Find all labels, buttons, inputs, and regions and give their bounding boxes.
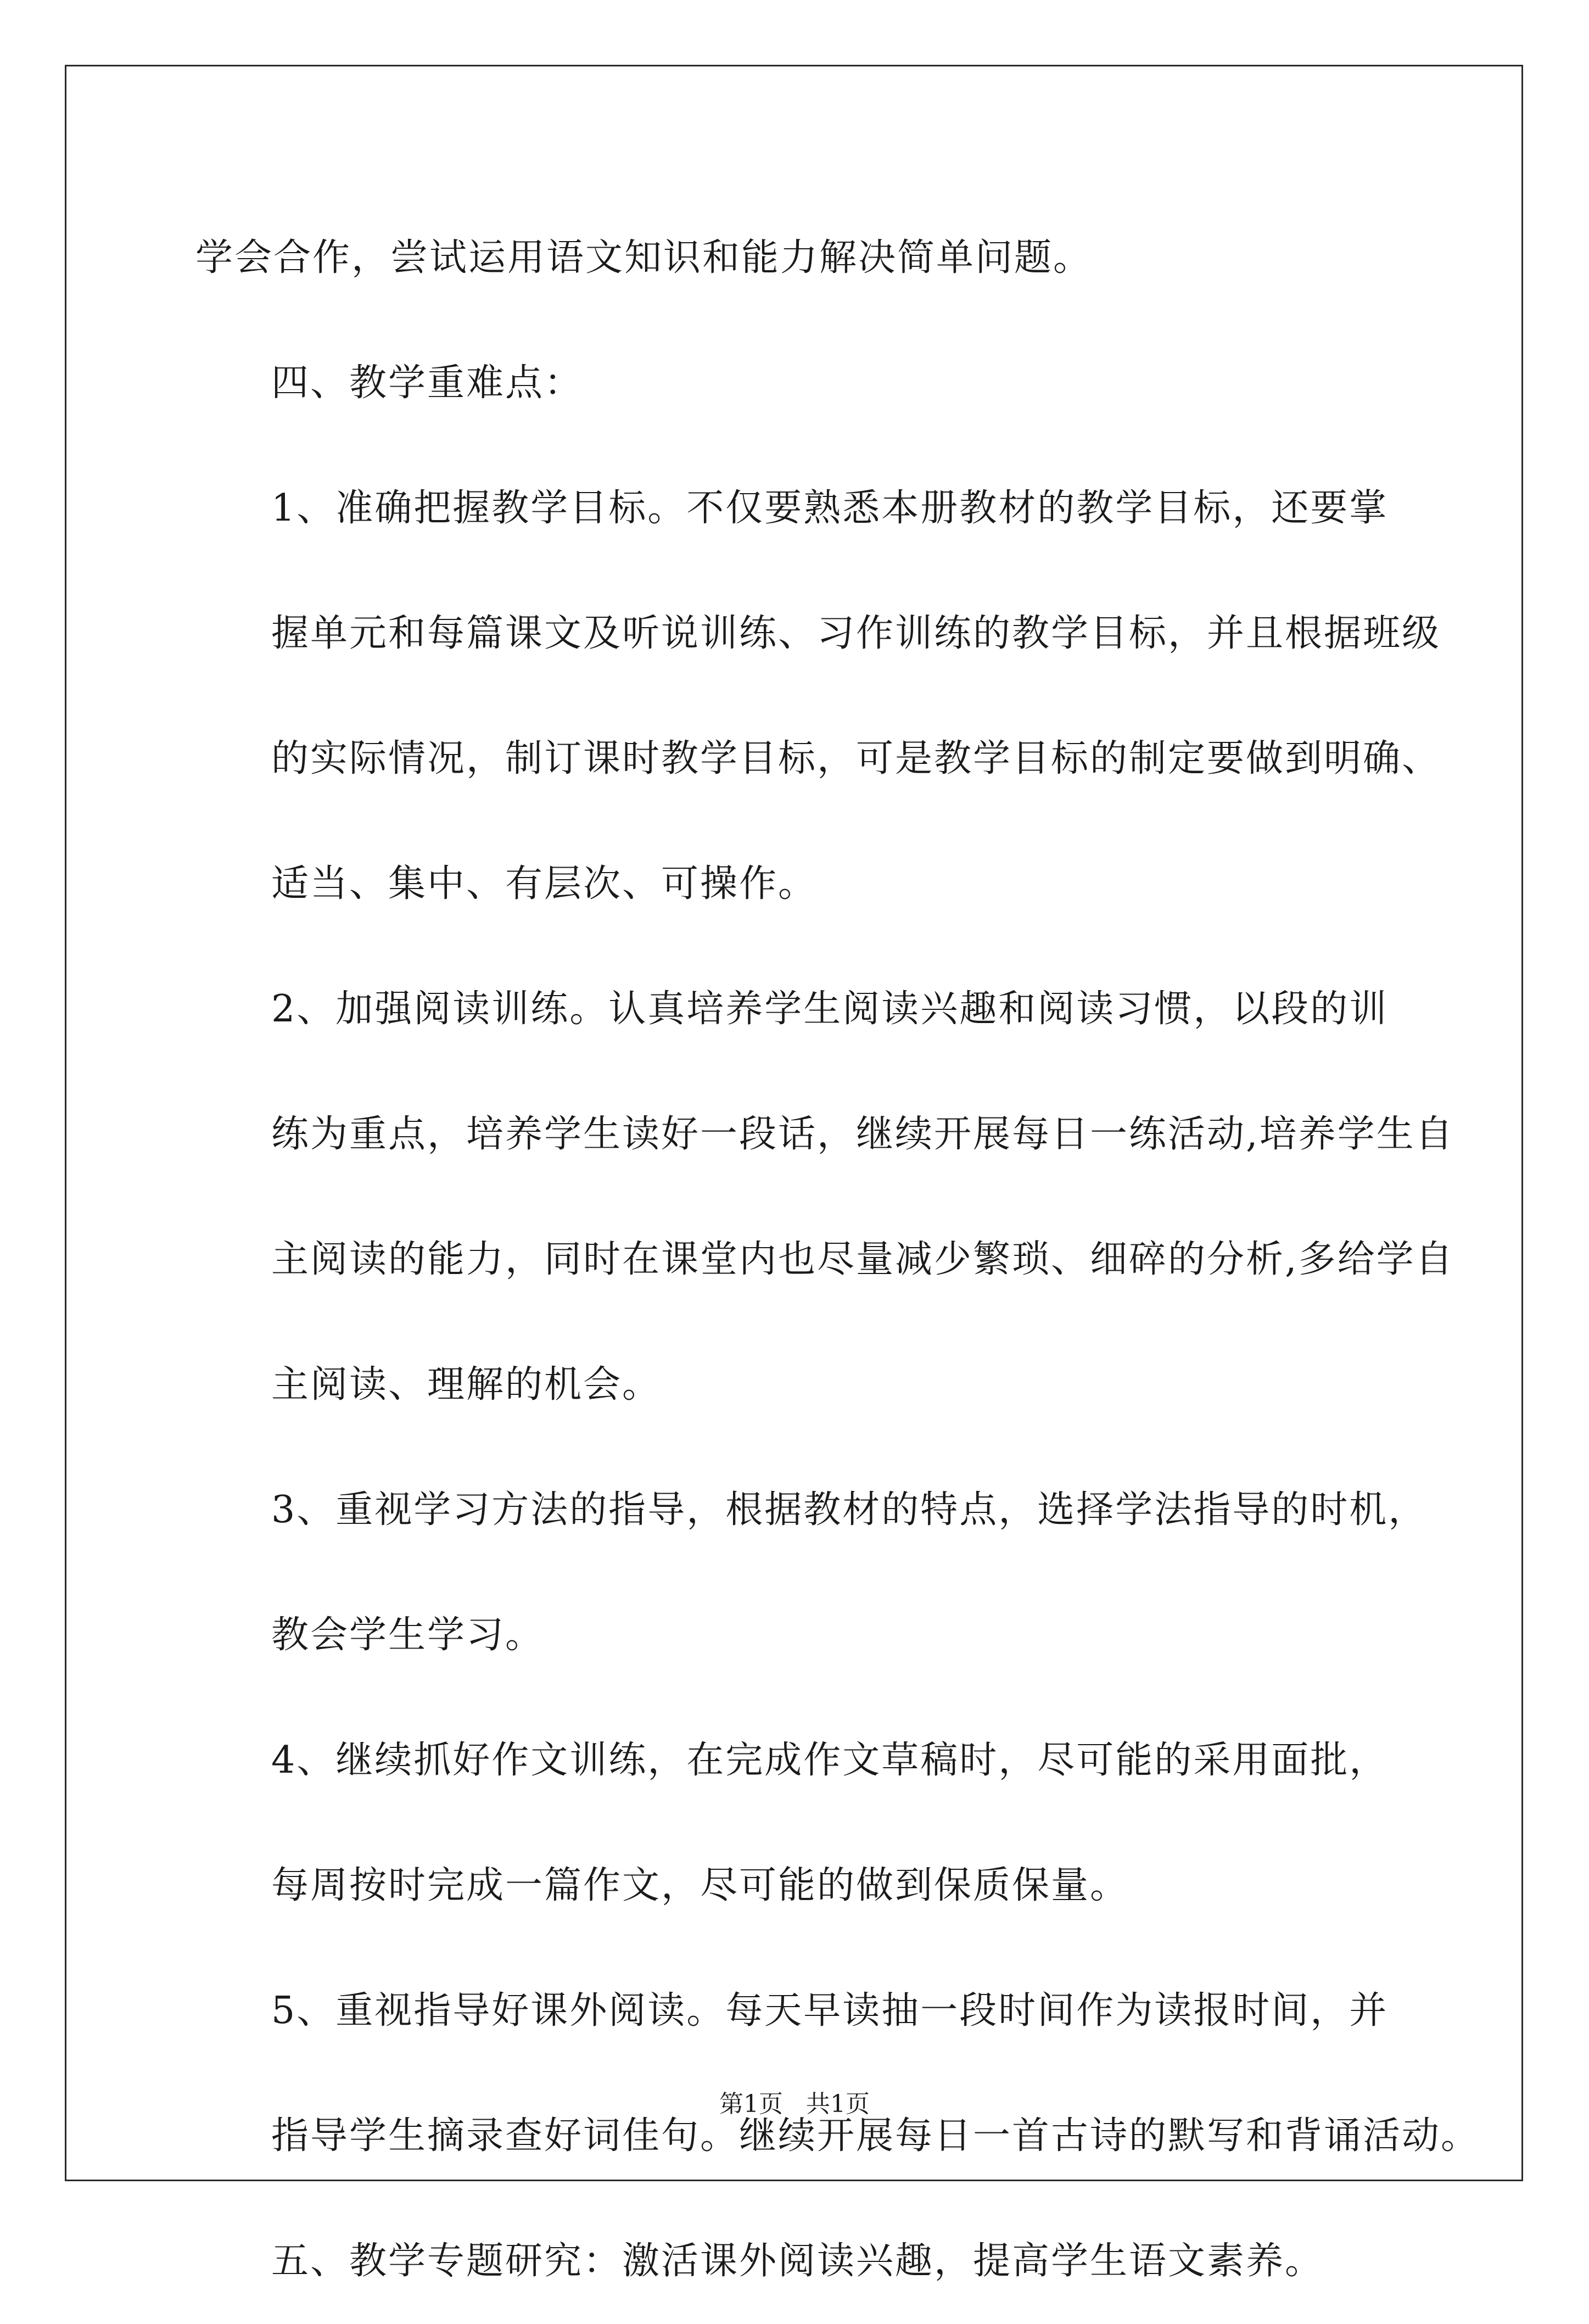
paragraph-item-3 (195, 1448, 1428, 1698)
text-line: 4、继续抓好作文训练，在完成作文草稿时，尽可能的采用面批， (271, 1739, 1389, 1782)
paragraph-item-1 (195, 446, 1441, 947)
text-line: 四、教学重难点： (271, 361, 584, 405)
section-heading-4 (195, 321, 1403, 446)
text-line: 适当、集中、有层次、可操作。 (271, 862, 818, 906)
text-line: 主阅读、理解的机会。 (271, 1363, 662, 1406)
page-number-footer: 第1页 共1页 (719, 2090, 870, 2118)
text-line: 学会合作，尝试运用语文知识和能力解决简单问题。 (195, 236, 1093, 280)
section-heading-5 (195, 2199, 1403, 2324)
text-line: 指导学生摘录查好词佳句。继续开展每日一首古诗的默写和背诵活动。 (271, 2114, 1480, 2158)
text-line: 2、加强阅读训练。认真培养学生阅读兴趣和阅读习惯，以段的训 (271, 987, 1389, 1031)
text-line: 五、教学专题研究：激活课外阅读兴趣，提高学生语文素养。 (271, 2239, 1324, 2283)
paragraph-item-4 (195, 1698, 1403, 1948)
text-line: 5、重视指导好课外阅读。每天早读抽一段时间作为读报时间，并 (271, 1989, 1389, 2032)
text-line: 的实际情况，制订课时教学目标，可是教学目标的制定要做到明确、 (271, 737, 1441, 780)
text-line: 每周按时完成一篇作文，尽可能的做到保质保量。 (271, 1864, 1129, 1907)
text-line: 教会学生学习。 (271, 1613, 545, 1657)
paragraph-item-5 (195, 1948, 1480, 2199)
text-line: 主阅读的能力，同时在课堂内也尽量减少繁琐、细碎的分析,多给学自 (271, 1238, 1454, 1281)
text-line: 3、重视学习方法的指导，根据教材的特点，选择学法指导的时机， (271, 1488, 1428, 1532)
document-body (195, 195, 1480, 2324)
text-line: 1、准确把握教学目标。不仅要熟悉本册教材的教学目标，还要掌 (271, 487, 1389, 530)
text-line: 练为重点，培养学生读好一段话，继续开展每日一练活动,培养学生自 (271, 1113, 1454, 1156)
paragraph-1 (195, 195, 1403, 321)
text-line: 握单元和每篇课文及听说训练、习作训练的教学目标，并且根据班级 (271, 612, 1441, 655)
paragraph-item-2 (195, 947, 1454, 1448)
